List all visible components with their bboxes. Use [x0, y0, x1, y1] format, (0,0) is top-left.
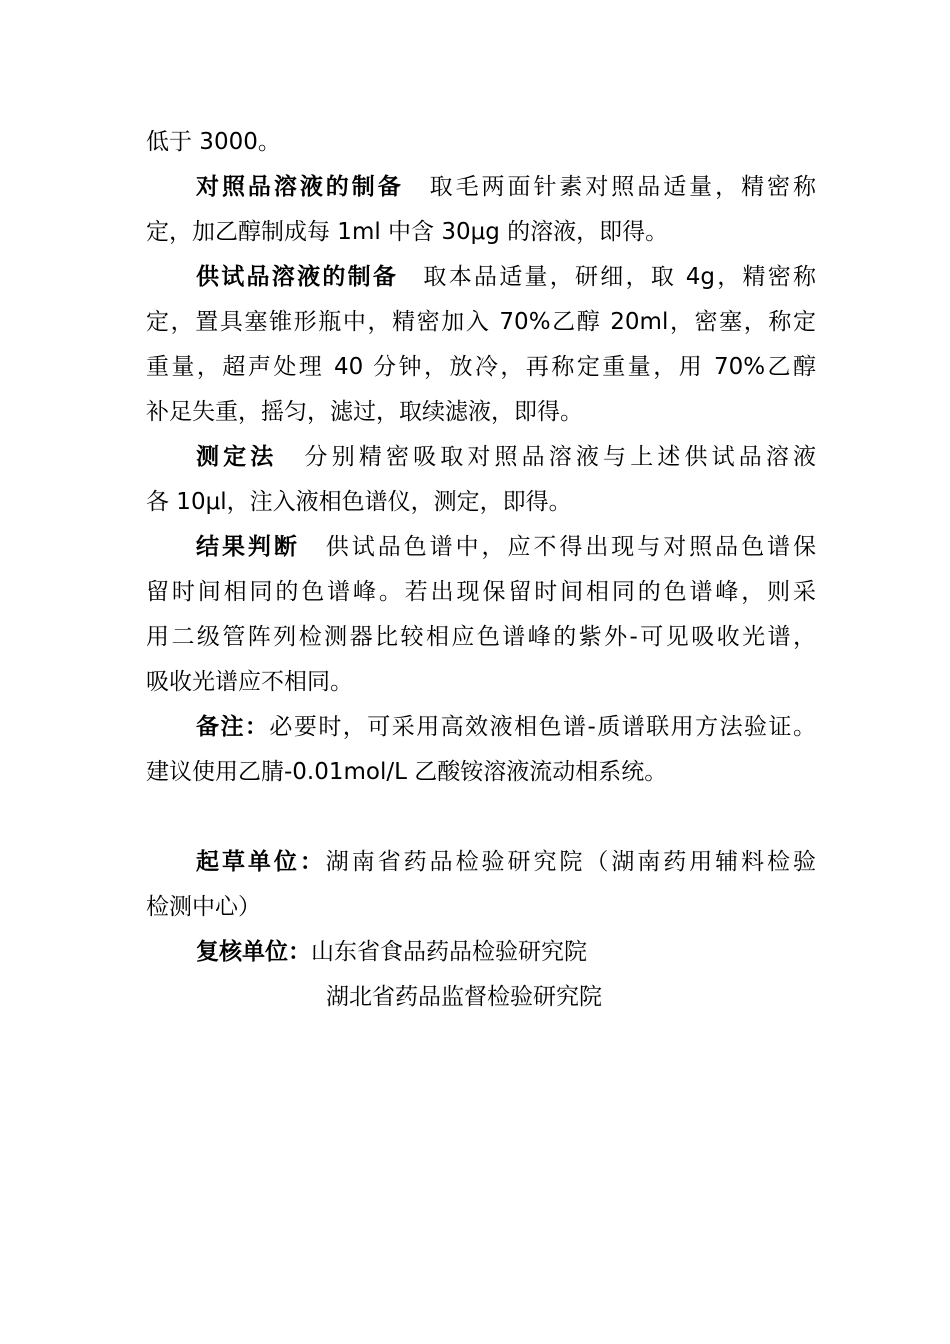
body-line-1: 低于 3000。 [146, 129, 281, 155]
paragraph-result: 结果判断 供试品色谱中，应不得出现与对照品色谱保 [196, 534, 816, 560]
body-line-12: 用二级管阵列检测器比较相应色谱峰的紫外-可见吸收光谱， [146, 624, 816, 650]
section-heading: 起草单位： [196, 849, 326, 875]
section-heading: 备注： [196, 714, 270, 740]
section-heading: 对照品溶液的制备 [196, 174, 404, 200]
body-line-11: 留时间相同的色谱峰。若出现保留时间相同的色谱峰，则采 [146, 579, 816, 605]
section-heading: 结果判断 [196, 534, 300, 560]
review-unit: 复核单位：山东省食品药品检验研究院 [196, 939, 587, 965]
paragraph-note: 备注：必要时，可采用高效液相色谱-质谱联用方法验证。 [196, 714, 816, 740]
section-heading: 测定法 [196, 444, 278, 470]
body-line-9: 各 10μl，注入液相色谱仪，测定，即得。 [146, 489, 572, 515]
paragraph-reference-solution: 对照品溶液的制备 取毛两面针素对照品适量，精密称 [196, 174, 816, 200]
review-unit-second: 湖北省药品监督检验研究院 [326, 984, 602, 1010]
drafting-unit: 起草单位：湖南省药品检验研究院（湖南药用辅料检验 [196, 849, 816, 875]
paragraph-method: 测定法 分别精密吸取对照品溶液与上述供试品溶液 [196, 444, 816, 470]
section-heading: 复核单位： [196, 939, 311, 965]
body-line-3: 定，加乙醇制成每 1ml 中含 30μg 的溶液，即得。 [146, 219, 669, 245]
body-line-6: 重量，超声处理 40 分钟，放冷，再称定重量，用 70%乙醇 [146, 354, 816, 380]
paragraph-test-solution: 供试品溶液的制备 取本品适量，研细，取 4g，精密称 [196, 264, 816, 290]
body-line-15: 建议使用乙腈-0.01mol/L 乙酸铵溶液流动相系统。 [146, 759, 668, 785]
body-line-7: 补足失重，摇匀，滤过，取续滤液，即得。 [146, 399, 583, 425]
body-line-5: 定，置具塞锥形瓶中，精密加入 70%乙醇 20ml，密塞，称定 [146, 309, 816, 335]
body-line-13: 吸收光谱应不相同。 [146, 669, 353, 695]
body-line-17: 检测中心） [146, 894, 261, 920]
section-heading: 供试品溶液的制备 [196, 264, 399, 290]
